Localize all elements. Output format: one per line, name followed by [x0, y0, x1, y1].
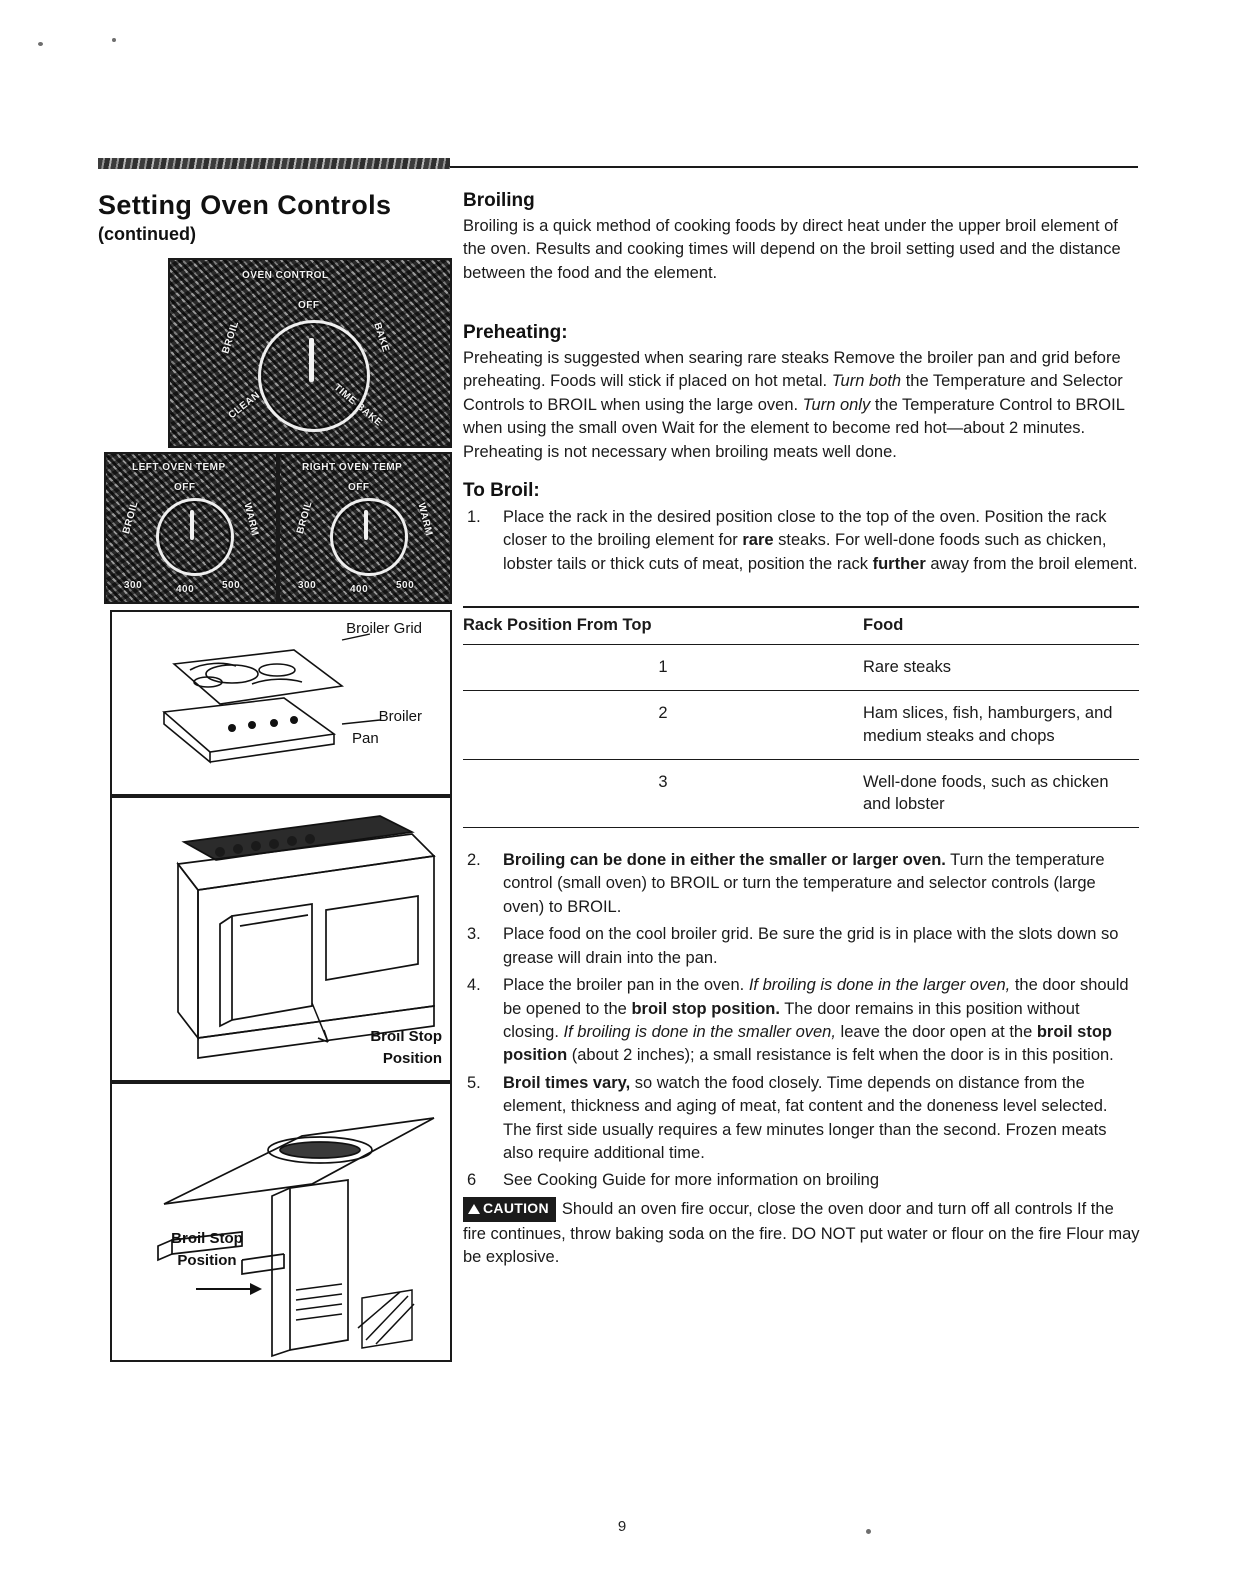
list-item-number: 2. — [467, 851, 481, 869]
table-row — [463, 691, 1139, 760]
callout-door-broil-stop-line1: Broil Stop — [171, 1230, 243, 1247]
broiling-body: Broiling is a quick method of cooking foods by direct heat under the upper broil element of the oven. Results and cooking times will depend on the broil setting used and the distance between the food and the element. — [463, 217, 1121, 282]
right-oven-temp-knob-pointer — [364, 510, 368, 540]
to-broil-heading: To Broil: — [463, 480, 540, 501]
callout-broiler-grid: Broiler Grid — [346, 620, 422, 637]
photo-label-broil: BROIL — [220, 319, 242, 356]
to-broil-section — [463, 480, 1139, 576]
list-item — [463, 923, 1139, 970]
list-item — [463, 506, 1139, 576]
list-item-text: rare — [742, 531, 774, 550]
list-item-text: The door remains in this position without closing. — [503, 999, 1080, 1041]
caution-text: Should an oven fire occur, close the oven door and turn off all controls If the fire continues, throw baking soda on the fire. DO NOT put water or flour on the fire Flour may be explosive. — [463, 1200, 1140, 1267]
photo-label-warm: WARM — [415, 501, 435, 538]
door-detail-drawing — [112, 1084, 450, 1360]
cell-rack-position: 2 — [463, 691, 863, 760]
photo-label-broil: BROIL — [120, 499, 141, 536]
preheating-italic-1: Turn both — [831, 372, 902, 391]
list-item-text: broil stop position. — [631, 999, 780, 1018]
oven-control-knob-pointer — [309, 338, 314, 382]
figure-range-broil-stop — [110, 796, 452, 1082]
list-item-text: Place the broiler pan in the oven. — [503, 976, 749, 995]
to-broil-steps-part2-wrap — [463, 845, 1139, 1193]
cell-food: Rare steaks — [863, 645, 1139, 691]
cell-food: Well-done foods, such as chicken and lobster — [863, 759, 1139, 828]
photo-label-bake: BAKE — [371, 321, 392, 354]
page-title: Setting Oven Controls — [98, 190, 392, 220]
list-item-text: broil stop position — [503, 1022, 1113, 1065]
callout-broil-stop-line1: Broil Stop — [370, 1028, 442, 1045]
figure-left-oven-temp — [104, 452, 278, 604]
list-item-text: Place the rack in the desired position close to the top of the oven. Position the rack closer to the broiling element for — [503, 508, 1107, 550]
page-subtitle: (continued) — [98, 224, 196, 244]
preheating-text-1: Preheating is suggested when searing rare steaks Remove the broiler pan and grid before preheating. Foods will stick if placed on hot metal. — [463, 349, 1121, 391]
preheating-text-2: the Temperature and Selector Controls to BROIL when using the large oven. — [463, 372, 1123, 414]
photo-label-off: OFF — [348, 482, 370, 493]
figure-right-oven-temp — [278, 452, 452, 604]
photo-label-oven-control: OVEN CONTROL — [242, 270, 329, 281]
preheating-italic-2: Turn only — [802, 395, 871, 414]
photo-label-left-oven-temp: LEFT OVEN TEMP — [132, 462, 226, 473]
list-item-text: further — [872, 554, 926, 573]
callout-broiler-pan-line2: Pan — [352, 730, 379, 747]
photo-label-right-oven-temp: RIGHT OVEN TEMP — [302, 462, 403, 473]
table-header-food: Food — [863, 607, 1139, 645]
table-row — [463, 645, 1139, 691]
to-broil-steps-part2 — [463, 849, 1139, 1193]
left-oven-temp-knob[interactable] — [156, 498, 234, 576]
photo-label-400: 400 — [350, 584, 369, 595]
list-item-number: 6 — [467, 1171, 477, 1190]
header-rule — [450, 166, 1138, 168]
list-item-text: Broiling can be done in either the smaller or larger oven. — [503, 851, 946, 869]
list-item-text: leave the door open at the — [835, 1022, 1037, 1041]
broiler-pan-drawing — [112, 612, 450, 794]
list-item-number: 1. — [467, 508, 481, 526]
to-broil-steps-part1 — [463, 506, 1139, 576]
warning-triangle-icon — [468, 1204, 480, 1214]
arrow-icon — [194, 1280, 264, 1298]
table-header-row — [463, 607, 1139, 645]
preheating-section — [463, 322, 1139, 464]
header-decorative-band — [98, 158, 450, 169]
list-item-text: See Cooking Guide for more information on broiling — [503, 1171, 880, 1190]
photo-label-400: 400 — [176, 584, 195, 595]
photo-label-off: OFF — [298, 300, 320, 311]
list-item-number: 3. — [467, 925, 481, 944]
oven-control-knob[interactable] — [258, 320, 370, 432]
figure-door-detail — [110, 1082, 452, 1362]
photo-label-500: 500 — [222, 580, 241, 591]
broiling-heading: Broiling — [463, 190, 535, 211]
list-item-text: away from the broil element. — [925, 554, 1138, 573]
left-oven-temp-knob-pointer — [190, 510, 194, 540]
photo-label-time-bake: TIME BAKE — [331, 382, 385, 429]
preheating-text-3: the Temperature Control to BROIL when using the small oven Wait for the element to become red hot—about 2 minutes. Preheating is not necessary when broiling meats well done. — [463, 395, 1125, 461]
photo-label-300: 300 — [124, 580, 143, 591]
page-number: 9 — [617, 1518, 627, 1535]
scan-speck — [112, 38, 116, 42]
callout-broil-stop-line2: Position — [382, 1050, 442, 1067]
list-item-text: so watch the food closely. Time depends on distance from the element, thickness and aging of meat, fat content and the doneness level selected. The first side usually requires a few minutes longer than the second. Frozen meats also require additional time. — [503, 1073, 1108, 1163]
list-item — [463, 849, 1139, 919]
list-item-text: If broiling is done in the smaller oven, — [563, 1022, 836, 1041]
rack-position-table — [463, 606, 1139, 828]
list-item-text: Turn the temperature control (small oven) to BROIL or turn the temperature and selector controls (large oven) to BROIL. — [503, 851, 1105, 916]
list-item-text: the door should be opened to the — [503, 976, 1129, 1018]
list-item — [463, 1169, 1139, 1192]
rack-position-table-wrap — [463, 606, 1139, 828]
list-item-number: 4. — [467, 976, 481, 995]
right-oven-temp-knob[interactable] — [330, 498, 408, 576]
table-header-rack-position: Rack Position From Top — [463, 607, 863, 645]
broiling-section — [463, 190, 1139, 285]
photo-label-warm: WARM — [241, 501, 261, 538]
photo-label-off: OFF — [174, 482, 196, 493]
preheating-body — [463, 347, 1139, 464]
scan-speck — [38, 42, 43, 46]
caution-badge — [463, 1197, 556, 1222]
photo-label-clean: CLEAN — [226, 389, 263, 422]
callout-broiler-pan-line1: Broiler — [378, 708, 422, 725]
callout-door-broil-stop-line2: Position — [177, 1252, 237, 1269]
caution-block — [463, 1198, 1141, 1270]
table-row — [463, 759, 1139, 828]
photo-label-300: 300 — [298, 580, 317, 591]
cell-rack-position: 1 — [463, 645, 863, 691]
preheating-heading: Preheating: — [463, 322, 568, 343]
list-item — [463, 974, 1139, 1068]
photo-label-broil: BROIL — [294, 499, 315, 536]
caution-badge-label: CAUTION — [483, 1200, 549, 1216]
list-item-number: 5. — [467, 1073, 481, 1092]
list-item-text: Place food on the cool broiler grid. Be sure the grid is in place with the slots down so grease will drain into the pan. — [503, 925, 1119, 967]
list-item — [463, 1072, 1139, 1166]
figure-oven-control-panel — [168, 258, 452, 448]
photo-label-500: 500 — [396, 580, 415, 591]
list-item-text: steaks. For well-done foods such as chicken, lobster tails or thick cuts of meat, position the rack — [503, 531, 1107, 573]
list-item-text: (about 2 inches); a small resistance is felt when the door is in this position. — [567, 1046, 1114, 1065]
figure-broiler-pan — [110, 610, 452, 796]
list-item-text: Broil times vary, — [503, 1073, 631, 1092]
list-item-text: If broiling is done in the larger oven, — [748, 976, 1011, 995]
cell-rack-position: 3 — [463, 759, 863, 828]
cell-food: Ham slices, fish, hamburgers, and medium steaks and chops — [863, 691, 1139, 760]
